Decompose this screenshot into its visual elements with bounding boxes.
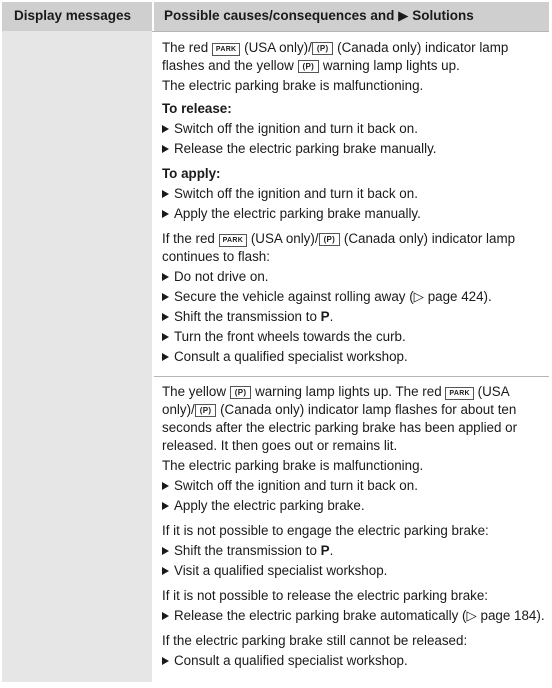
bullet-arrow-icon <box>162 567 169 575</box>
row1-intro: The red PARK (USA only)/ (P) (Canada only) indicator lamp flashes and the yellow (P) warning lamp lights up. <box>162 40 509 73</box>
messages-table <box>2 2 549 682</box>
row-2 <box>154 383 549 672</box>
list-item: Switch off the ignition and turn it back on. <box>154 477 549 495</box>
list-item: Consult a qualified specialist workshop. <box>154 348 549 366</box>
park-lamp-icon: PARK <box>219 234 248 247</box>
bullet-arrow-icon <box>162 190 169 198</box>
list-item: Shift the transmission to P. <box>154 542 549 560</box>
header-display-messages: Display messages <box>14 8 132 23</box>
bullet-arrow-icon <box>162 145 169 153</box>
row2-intro: The yellow (P) warning lamp lights up. The red PARK (USA only)/ (P) (Canada only) indicator lamp flashes for about ten seconds after the electric parking brake has been applied or released. It then goes out or remains lit. <box>162 384 518 453</box>
row2-malfunction: The electric parking brake is malfunctioning. <box>162 458 424 473</box>
bullet-arrow-icon <box>162 612 169 620</box>
row-1 <box>154 39 549 368</box>
list-item: Shift the transmission to P. <box>154 308 549 326</box>
causes-column <box>154 31 549 682</box>
table-header <box>2 2 549 32</box>
bullet-arrow-icon <box>162 125 169 133</box>
bullet-arrow-icon <box>162 353 169 361</box>
list-item: Apply the electric parking brake manually. <box>154 205 549 223</box>
list-item: Release the electric parking brake automatically (▷ page 184). <box>154 607 549 625</box>
parking-brake-warning-icon: (P) <box>298 60 320 73</box>
list-item: Consult a qualified specialist workshop. <box>154 652 549 670</box>
display-message-column <box>2 31 152 682</box>
list-item: Do not drive on. <box>154 268 549 286</box>
parking-brake-warning-icon: (P) <box>230 386 252 399</box>
row1-malfunction: The electric parking brake is malfunctioning. <box>162 78 424 93</box>
bullet-arrow-icon <box>162 502 169 510</box>
bullet-arrow-icon <box>162 482 169 490</box>
header-causes-solutions: Possible causes/consequences and ▶ Solutions <box>164 8 474 23</box>
row1-flash-condition: If the red PARK (USA only)/ (P) (Canada only) indicator lamp continues to flash: <box>162 231 516 264</box>
list-item: Release the electric parking brake manually. <box>154 140 549 158</box>
bullet-arrow-icon <box>162 333 169 341</box>
release-fail-text: If it is not possible to release the electric parking brake: <box>162 588 489 603</box>
list-item: Apply the electric parking brake. <box>154 497 549 515</box>
row-divider <box>154 376 549 377</box>
list-item: Switch off the ignition and turn it back on. <box>154 185 549 203</box>
apply-heading: To apply: <box>162 166 221 181</box>
parking-brake-lamp-icon: (P) <box>319 233 341 246</box>
park-lamp-icon: PARK <box>445 387 474 400</box>
bullet-arrow-icon <box>162 293 169 301</box>
list-item: Secure the vehicle against rolling away (▷ page 424). <box>154 288 549 306</box>
list-item: Visit a qualified specialist workshop. <box>154 562 549 580</box>
parking-brake-lamp-icon: (P) <box>312 42 334 55</box>
bullet-arrow-icon <box>162 273 169 281</box>
list-item: Turn the front wheels towards the curb. <box>154 328 549 346</box>
bullet-arrow-icon <box>162 313 169 321</box>
column-divider <box>152 2 154 31</box>
bullet-arrow-icon <box>162 657 169 665</box>
release-heading: To release: <box>162 101 232 116</box>
bullet-arrow-icon <box>162 547 169 555</box>
list-item: Switch off the ignition and turn it back on. <box>154 120 549 138</box>
still-fail-text: If the electric parking brake still cannot be released: <box>162 633 468 648</box>
park-lamp-icon: PARK <box>212 43 241 56</box>
parking-brake-lamp-icon: (P) <box>195 404 217 417</box>
bullet-arrow-icon <box>162 210 169 218</box>
engage-fail-text: If it is not possible to engage the electric parking brake: <box>162 523 489 538</box>
